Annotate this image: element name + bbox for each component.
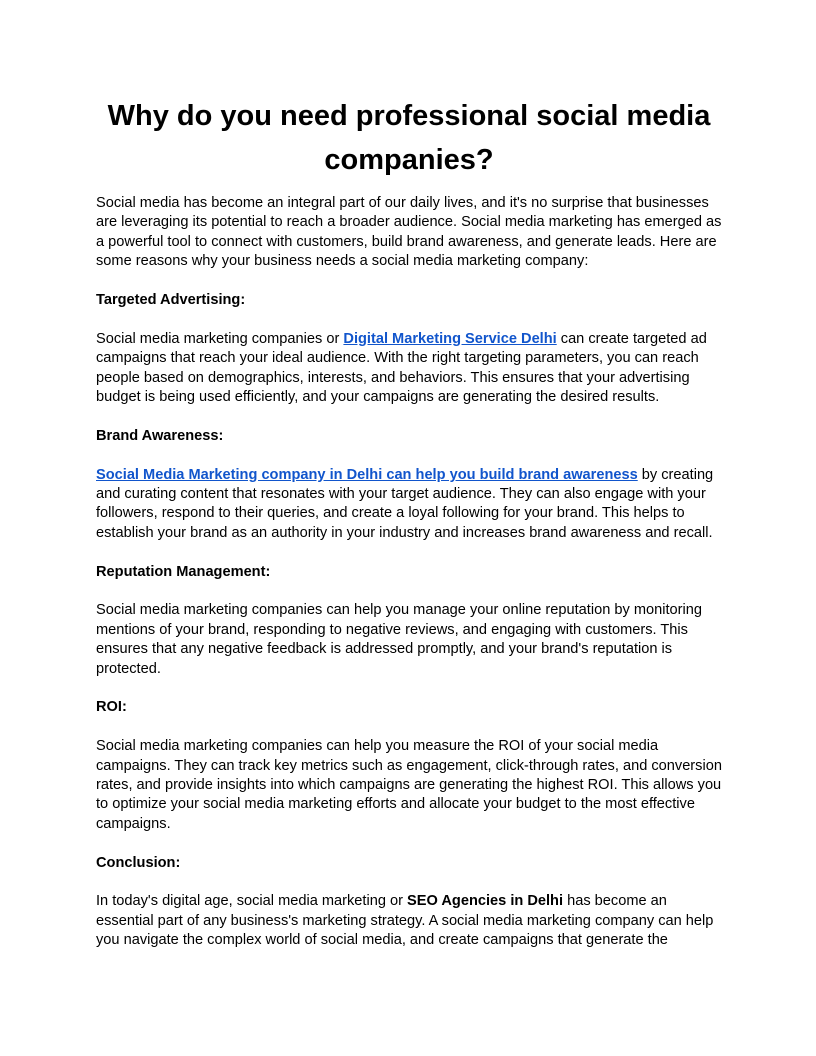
document-page xyxy=(96,94,722,951)
intro-paragraph: Social media has become an integral part of our daily lives, and it's no surprise that businesses are leveraging its potential to reach a broader audience. Social media marketing has emerged as a powerful tool to connect with customers, build brand awareness, and generate leads. Here are some reasons why your business needs a social media marketing company: xyxy=(96,195,722,270)
text-segment: Social media marketing companies or xyxy=(96,330,344,347)
link-social-media-marketing-company-delhi[interactable]: Social Media Marketing company in Delhi can help you build brand awareness xyxy=(96,466,638,483)
paragraph-reputation-management: Social media marketing companies can help you manage your online reputation by monitoring mentions of your brand, responding to negative reviews, and engaging with customers. This ensures that any negative feedback is addressed promptly, and your brand's reputation is protected. xyxy=(96,602,702,677)
text-segment: by creating and curating content that resonates with your target audience. They can also engage with your followers, respond to their queries, and create a loyal following for your brand. This helps to establish your brand as an authority in your industry and increases brand awareness and recall. xyxy=(96,466,714,541)
heading-reputation-management: Reputation Management: xyxy=(96,563,271,580)
paragraph-targeted-advertising xyxy=(96,330,722,408)
paragraph-brand-awareness xyxy=(96,466,722,544)
bold-seo-agencies-delhi: SEO Agencies in Delhi xyxy=(407,893,564,910)
heading-targeted-advertising: Targeted Advertising: xyxy=(96,292,246,309)
text-segment: has become an essential part of any business's marketing strategy. A social media marketing company can help you navigate the complex world of social media, and create campaigns that generate the xyxy=(96,893,714,949)
paragraph-conclusion xyxy=(96,892,722,950)
heading-roi: ROI: xyxy=(96,699,127,716)
page-title: Why do you need professional social media companies? xyxy=(107,100,711,176)
heading-conclusion: Conclusion: xyxy=(96,854,181,871)
link-digital-marketing-service-delhi[interactable]: Digital Marketing Service Delhi xyxy=(343,330,557,347)
heading-brand-awareness: Brand Awareness: xyxy=(96,427,224,444)
text-segment: can create targeted ad campaigns that reach your ideal audience. With the right targeting parameters, you can reach people based on demographics, interests, and behaviors. This ensures that your advertising budget is being used efficiently, and your campaigns are generating the desired results. xyxy=(96,330,707,406)
text-segment: In today's digital age, social media marketing or xyxy=(96,893,408,910)
paragraph-roi: Social media marketing companies can help you measure the ROI of your social media campaigns. They can track key metrics such as engagement, click-through rates, and conversion rates, and provide insights into which campaigns are generating the highest ROI. This allows you to optimize your social media marketing efforts and allocate your budget to the most effective campaigns. xyxy=(96,738,722,832)
